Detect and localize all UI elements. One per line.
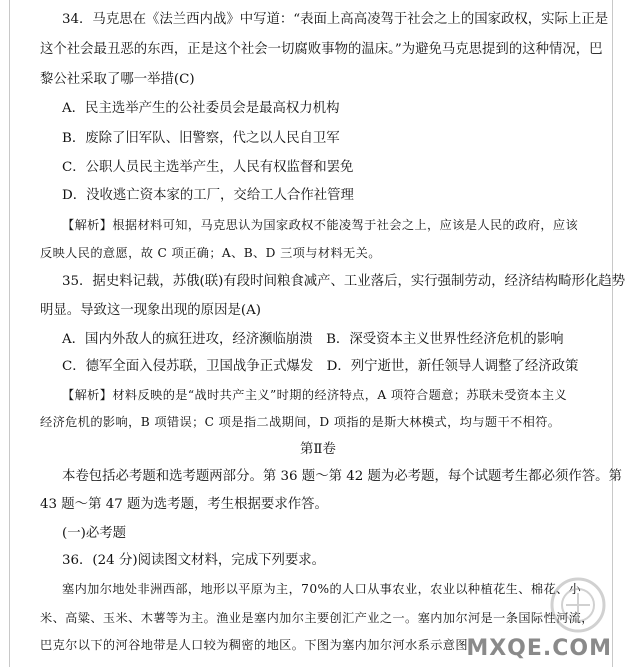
q36-material-line-1: 塞内加尔地处非洲西部，地形以平原为主，70%的人口从事农业，农业以种植花生、棉花、小 bbox=[62, 582, 582, 596]
q34-option-c: C．公职人员民主选举产生，人民有权监督和罢免 bbox=[62, 160, 354, 175]
q34-analysis-line-1: 【解析】根据材料可知，马克思认为国家政权不能凌驾于社会之上，应该是人民的政府，应该 bbox=[62, 218, 579, 232]
q34-stem-line-2: 这个社会最丑恶的东西，正是这个社会一切腐败事物的温床。”为避免马克思提到的这种情况，巴 bbox=[40, 42, 603, 57]
q36-stem: 36．(24 分)阅读图文材料，完成下列要求。 bbox=[62, 553, 326, 568]
q35-options-line-1: A．国内外敌人的疯狂进攻，经济濒临崩溃 B．深受资本主义世界性经济危机的影响 bbox=[62, 332, 564, 347]
section-title: 第Ⅱ卷 bbox=[300, 442, 336, 457]
q35-analysis-line-1: 【解析】材料反映的是“战时共产主义”时期的经济特点，A 项符合题意；苏联未受资本主义 bbox=[62, 388, 568, 402]
watermark-text: MXQE.COM bbox=[466, 636, 612, 661]
q35-stem-line-2: 明显。导致这一现象出现的原因是(A) bbox=[40, 303, 261, 318]
q36-material-line-2: 米、高粱、玉米、木薯等为主。渔业是塞内加尔主要创汇产业之一。塞内加尔河是一条国际性河流， bbox=[40, 611, 594, 625]
q34-stem-line-3: 黎公社采取了哪一举措(C) bbox=[40, 72, 195, 87]
page-border-right bbox=[612, 0, 613, 667]
q34-analysis-line-2: 反映人民的意愿，故 C 项正确；A、B、D 三项与材料无关。 bbox=[40, 246, 381, 260]
page-border-left bbox=[9, 0, 10, 667]
q34-stem-line-1: 34．马克思在《法兰西内战》中写道：“表面上高高凌驾于社会之上的国家政权，实际上正是 bbox=[62, 12, 609, 27]
q36-material-line-3: 巴克尔以下的河谷地带是人口较为稠密的地区。下图为塞内加尔河水系示意图。 bbox=[40, 638, 481, 652]
section-intro-line-2: 43 题～第 47 题为选考题，考生根据要求作答。 bbox=[40, 497, 328, 512]
q35-analysis-line-2: 经济危机的影响，B 项错误；C 项是指二战期间，D 项指的是斯大林模式，均与题干不相符。 bbox=[40, 415, 561, 429]
q34-option-d: D．没收逃亡资本家的工厂，交给工人合作社管理 bbox=[62, 188, 354, 203]
section-intro-line-1: 本卷包括必考题和选考题两部分。第 36 题～第 42 题为必考题，每个试题考生都必须作答。第 bbox=[62, 469, 622, 484]
q35-options-line-2: C．德军全面入侵苏联，卫国战争正式爆发 D．列宁逝世，新任领导人调整了经济政策 bbox=[62, 359, 579, 374]
q35-stem-line-1: 35．据史料记载，苏俄(联)有段时间粮食减产、工业落后，实行强制劳动，经济结构畸形化趋势 bbox=[62, 274, 626, 289]
q34-option-a: A．民主选举产生的公社委员会是最高权力机构 bbox=[62, 101, 340, 116]
q34-option-b: B．废除了旧军队、旧警察，代之以人民自卫军 bbox=[62, 131, 340, 146]
section-subheading: (一)必考题 bbox=[62, 526, 127, 541]
